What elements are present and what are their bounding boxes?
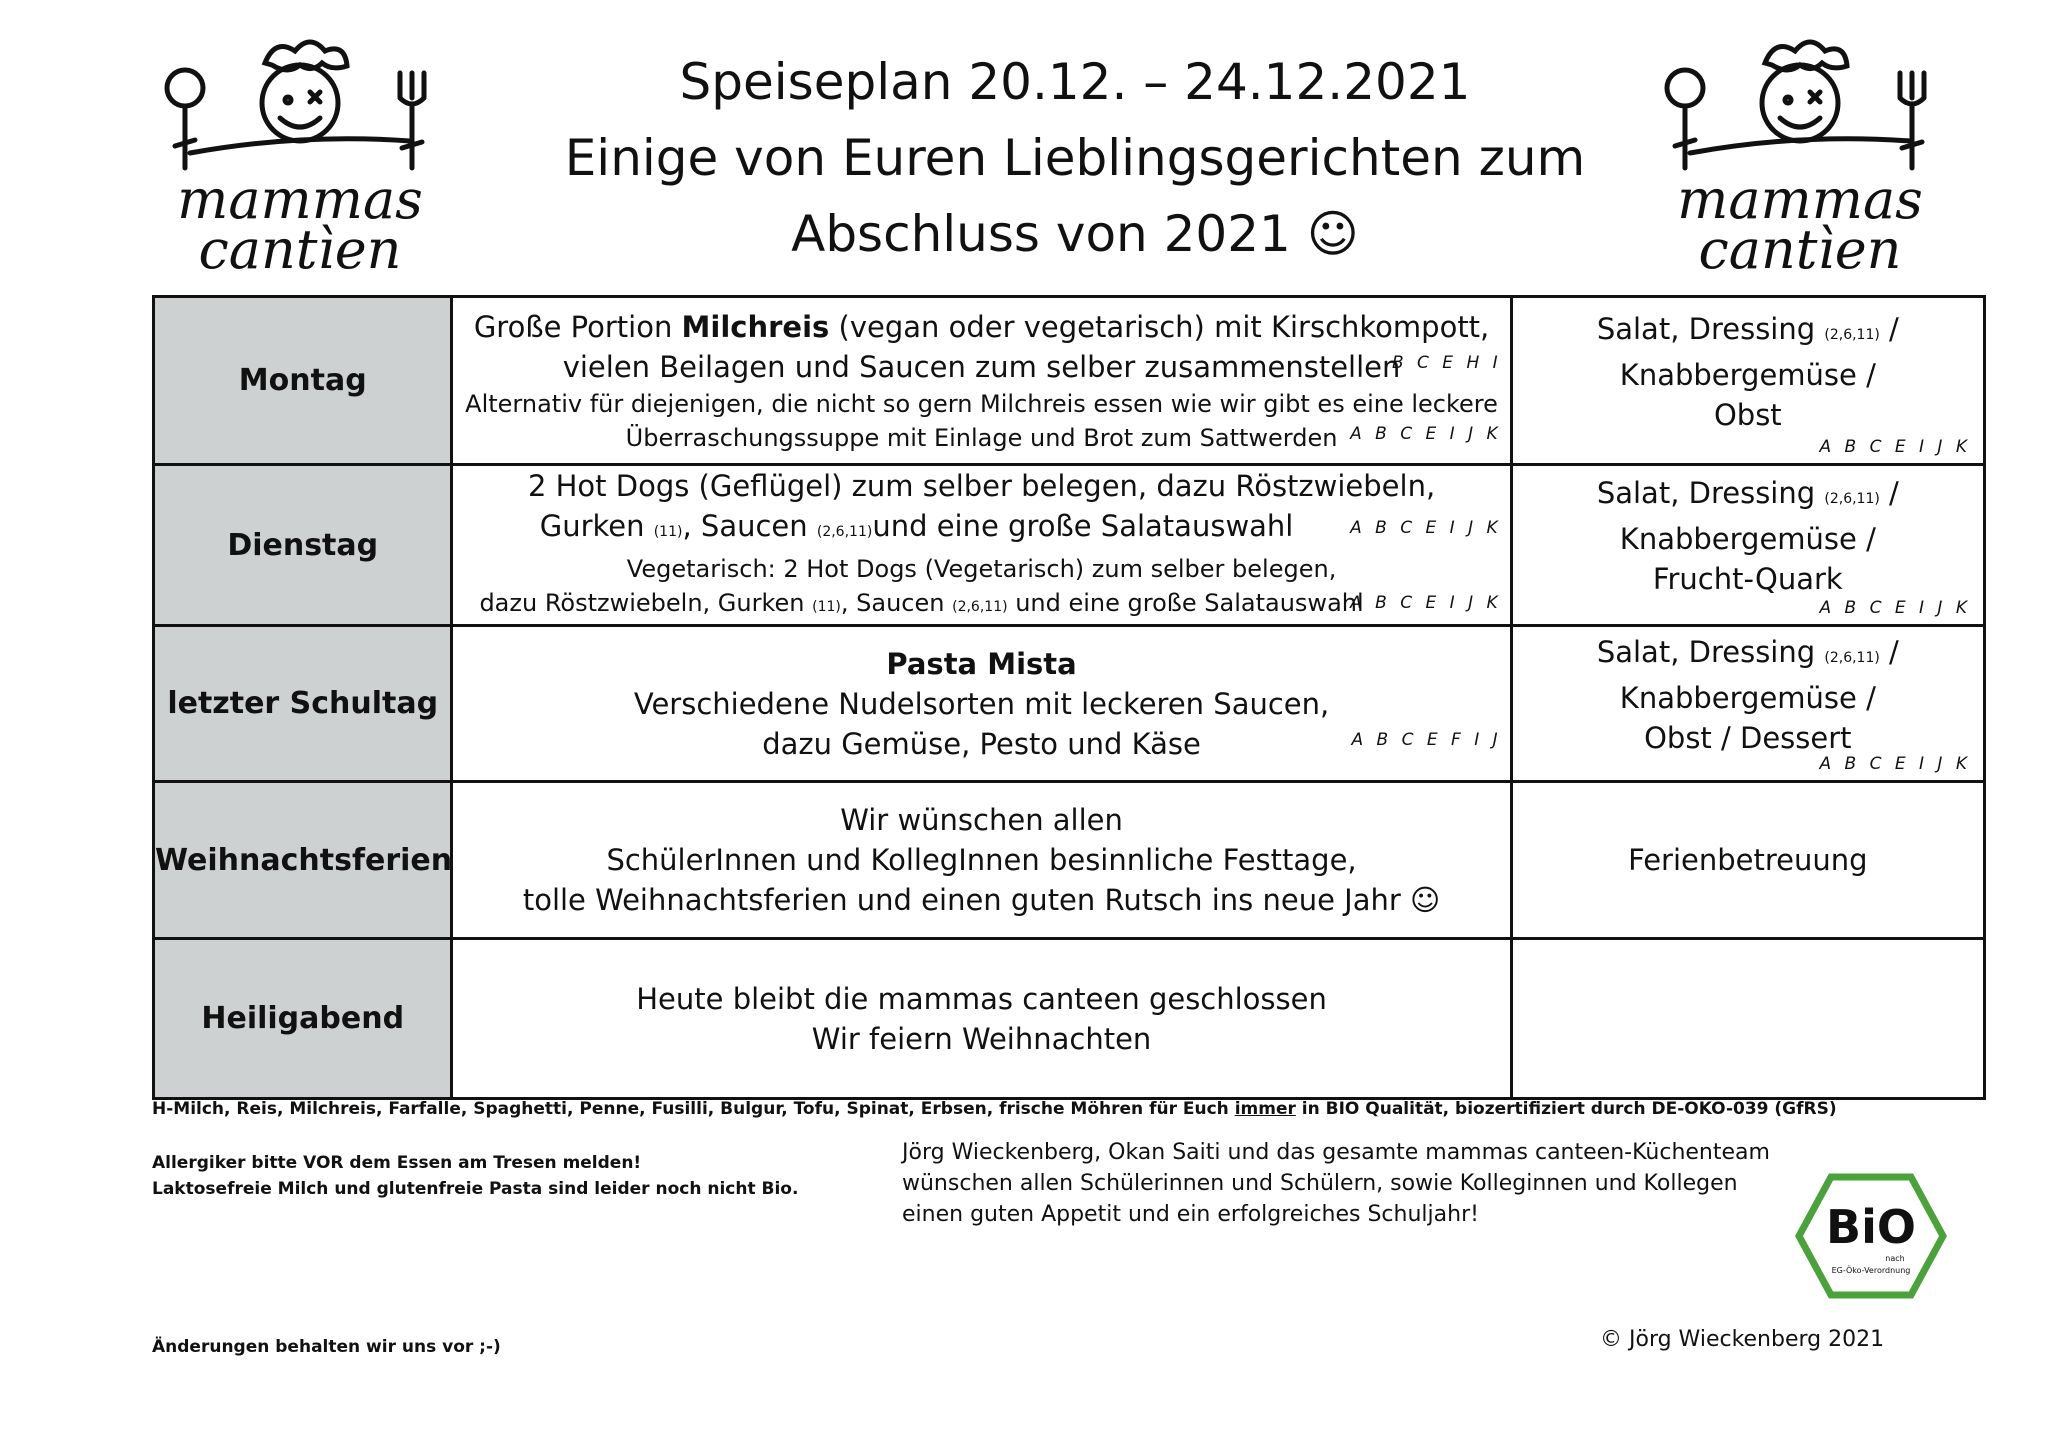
dish-line: tolle Weihnachtsferien und einen guten Rutsch ins neue Jahr ☺: [522, 883, 1441, 917]
menu-table: [152, 295, 1986, 1100]
side-line: Salat, Dressing (2,6,11) /: [1596, 634, 1899, 669]
side-dish-cell: [1511, 782, 1984, 939]
side-line: Obst: [1713, 397, 1782, 432]
dish-line: Verschiedene Nudelsorten mit leckeren Saucen,: [633, 686, 1330, 721]
dish-line: vielen Beilagen und Saucen zum selber zusammenstellen B C E H I: [453, 347, 1509, 387]
logo-word-mammas: mammas: [1677, 168, 1923, 231]
dish-line: Pasta Mista: [886, 646, 1077, 681]
day-label: Weihnachtsferien: [154, 782, 452, 939]
dish-line: Große Portion Milchreis (vegan oder vegetarisch) mit Kirschkompott,: [473, 309, 1490, 344]
dish-line: Gurken (11), Saucen (2,6,11)und eine große Salatauswahl A B C E I J K: [453, 506, 1509, 552]
allergen-code: A B C E I J K: [1819, 437, 1971, 457]
side-line: Salat, Dressing (2,6,11) /: [1596, 311, 1899, 346]
table-row: [154, 939, 1985, 1099]
side-line: Ferienbetreuung: [1628, 843, 1868, 877]
bio-logo-text: BiO: [1826, 1200, 1916, 1254]
side-line: Knabbergemüse /: [1619, 357, 1876, 392]
dish-line: Überraschungssuppe mit Einlage und Brot zum Sattwerden A B C E I J K: [453, 421, 1509, 455]
allergen-code: A B C E F I J: [1351, 729, 1502, 750]
side-dish-cell: [1511, 465, 1984, 626]
title-line-2: Einige von Euren Lieblingsgerichten zum: [564, 129, 1586, 187]
bio-hexagon-icon: [1795, 1173, 1947, 1299]
allergy-note: Allergiker bitte VOR dem Essen am Tresen melden! Laktosefreie Milch und glutenfreie Pasta sind leider noch nicht Bio.: [152, 1153, 799, 1199]
dish-line: Alternativ für diejenigen, die nicht so gern Milchreis essen wie wir gibt es eine leckere: [465, 389, 1498, 418]
logo-word-mammas: mammas: [177, 168, 423, 231]
allergen-code: A B C E I J K: [1819, 598, 1971, 618]
allergen-code: A B C E I J K: [1350, 593, 1502, 613]
title-line-3: Abschluss von 2021 ☺: [791, 205, 1359, 263]
logo-word-canteen: cantìen: [198, 218, 402, 278]
table-row: [154, 626, 1985, 782]
side-dish-cell: [1511, 297, 1984, 465]
dish-line: Vegetarisch: 2 Hot Dogs (Vegetarisch) zum selber belegen,: [626, 555, 1337, 583]
logo-figure-icon: [150, 28, 450, 278]
side-dish-cell: [1511, 939, 1984, 1099]
side-dish-cell: [1511, 626, 1984, 782]
logo-figure-icon: [1650, 28, 1950, 278]
table-row: [154, 297, 1985, 465]
table-row: [154, 782, 1985, 939]
dish-line: Heute bleibt die mammas canteen geschlossen: [636, 981, 1327, 1016]
side-line: Knabbergemüse /: [1619, 680, 1876, 715]
side-line: Obst / Dessert: [1644, 720, 1852, 755]
side-line: Salat, Dressing (2,6,11) /: [1596, 476, 1899, 510]
allergen-code: B C E H I: [1391, 352, 1502, 373]
side-line: Knabbergemüse /: [1619, 522, 1876, 556]
allergen-code: A B C E I J K: [1819, 754, 1971, 774]
copyright: © Jörg Wieckenberg 2021: [1600, 1327, 1885, 1352]
bio-seal: [1795, 1173, 1947, 1299]
main-dish-cell: [452, 939, 1511, 1099]
main-dish-cell: [452, 782, 1511, 939]
allergen-code: A B C E I J K: [1350, 518, 1502, 538]
changes-note: Änderungen behalten wir uns vor ;-): [152, 1337, 501, 1357]
side-line: Frucht-Quark: [1652, 562, 1843, 596]
dish-line: SchülerInnen und KollegInnen besinnliche Festtage,: [606, 843, 1357, 877]
svg-text:nach: nach: [1885, 1254, 1905, 1263]
logo-word-canteen: cantìen: [1698, 218, 1902, 278]
main-dish-cell: [452, 626, 1511, 782]
mammas-canteen-logo-left: [150, 28, 450, 278]
day-label: Heiligabend: [154, 939, 452, 1099]
dish-line: dazu Röstzwiebeln, Gurken (11), Saucen (2,6,11) und eine große Salatauswahl A B C E I J K: [453, 586, 1509, 624]
day-label: Montag: [154, 297, 452, 465]
title-line-1: Speiseplan 20.12. – 24.12.2021: [679, 53, 1471, 111]
table-row: [154, 465, 1985, 626]
allergen-code: A B C E I J K: [1350, 423, 1502, 444]
dish-line: dazu Gemüse, Pesto und Käse A B C E F I J: [453, 724, 1509, 764]
dish-line: Wir feiern Weihnachten: [811, 1021, 1152, 1056]
mammas-canteen-logo-right: [1650, 28, 1950, 278]
day-label: Dienstag: [154, 465, 452, 626]
main-dish-cell: [452, 465, 1511, 626]
svg-text:EG-Öko-Verordnung: EG-Öko-Verordnung: [1831, 1266, 1911, 1275]
dish-line: Wir wünschen allen: [840, 803, 1123, 837]
main-dish-cell: [452, 297, 1511, 465]
bio-note: H-Milch, Reis, Milchreis, Farfalle, Spaghetti, Penne, Fusilli, Bulgur, Tofu, Spinat, Erbsen, frische Möhren für Euch immer in BIO Qualität, biozertifiziert durch DE-ÖKO-039 (GfRS): [152, 1099, 1837, 1119]
dish-line: 2 Hot Dogs (Geflügel) zum selber belegen, dazu Röstzwiebeln,: [527, 469, 1436, 503]
page-title: [500, 44, 1650, 272]
day-label: letzter Schultag: [154, 626, 452, 782]
team-greeting: Jörg Wieckenberg, Okan Saiti und das gesamte mammas canteen-Küchenteam wünschen allen Schülerinnen und Schülern, sowie Kolleginnen und Kollegen einen guten Appetit und ein erfolgreiches Schuljahr!: [902, 1140, 1770, 1227]
